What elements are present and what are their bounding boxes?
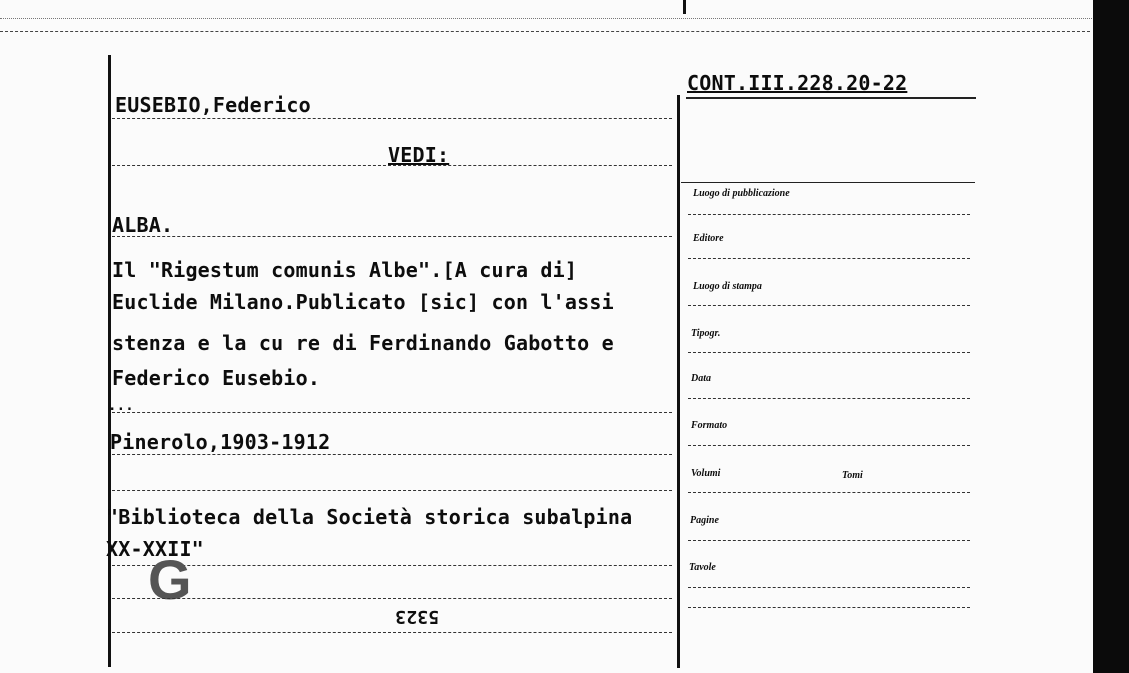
- subject-heading: ALBA.: [112, 213, 174, 237]
- top-tick: [683, 0, 686, 14]
- rule-6: [112, 490, 672, 491]
- rule-9: [112, 632, 672, 633]
- rule-4: [112, 412, 672, 413]
- form-rule-2: [688, 258, 970, 259]
- label-tavole: Tavole: [689, 562, 716, 573]
- label-pagine: Pagine: [690, 515, 719, 526]
- label-data: Data: [691, 373, 711, 384]
- form-rule-3: [688, 305, 970, 306]
- author-heading: EUSEBIO,Federico: [115, 93, 311, 117]
- ellipsis: ...: [108, 398, 134, 414]
- label-tipogr: Tipogr.: [691, 328, 721, 339]
- series-line-1: "Biblioteca della Società storica subalpina: [106, 505, 633, 529]
- label-tomi: Tomi: [842, 470, 863, 481]
- top-edge-line-2: [0, 18, 1100, 19]
- body-line-2: Euclide Milano.Publicato [sic] con l'assi: [112, 290, 614, 314]
- label-luogo-pubblicazione: Luogo di pubblicazione: [693, 188, 790, 199]
- imprint: Pinerolo,1903-1912: [110, 430, 331, 454]
- body-line-1: Il "Rigestum comunis Albe".[A cura di]: [112, 258, 578, 282]
- top-edge-line: [0, 31, 1090, 32]
- rule-7: [112, 565, 672, 566]
- shelfmark: CONT.III.228.20-22: [687, 71, 908, 95]
- right-scan-border: [1093, 0, 1129, 673]
- rule-8: [112, 598, 672, 599]
- rule-1: [112, 118, 672, 119]
- body-line-3: stenza e la cu re di Ferdinando Gabotto e: [112, 331, 614, 355]
- form-rule-5: [688, 398, 970, 399]
- shelfmark-rule: [686, 97, 976, 99]
- see-reference: VEDI:: [388, 143, 450, 167]
- label-luogo-stampa: Luogo di stampa: [693, 281, 762, 292]
- card-number: 5323: [395, 606, 440, 627]
- form-rule-9: [688, 587, 970, 588]
- label-volumi: Volumi: [691, 468, 721, 479]
- rule-5: [112, 454, 672, 455]
- library-stamp: G: [148, 548, 192, 611]
- left-margin-rule: [108, 55, 111, 667]
- form-rule-4: [688, 352, 970, 353]
- form-top-rule: [681, 182, 975, 183]
- form-rule-10: [688, 607, 970, 608]
- body-line-4: Federico Eusebio.: [112, 366, 321, 390]
- form-rule-7: [688, 492, 970, 493]
- rule-3: [112, 236, 672, 237]
- form-rule-8: [688, 540, 970, 541]
- label-editore: Editore: [693, 233, 724, 244]
- rule-2: [112, 165, 672, 166]
- series-line-2: XX-XXII": [106, 537, 204, 561]
- form-rule-1: [688, 214, 970, 215]
- form-column-rule: [677, 95, 680, 668]
- label-formato: Formato: [691, 420, 728, 431]
- form-rule-6: [688, 445, 970, 446]
